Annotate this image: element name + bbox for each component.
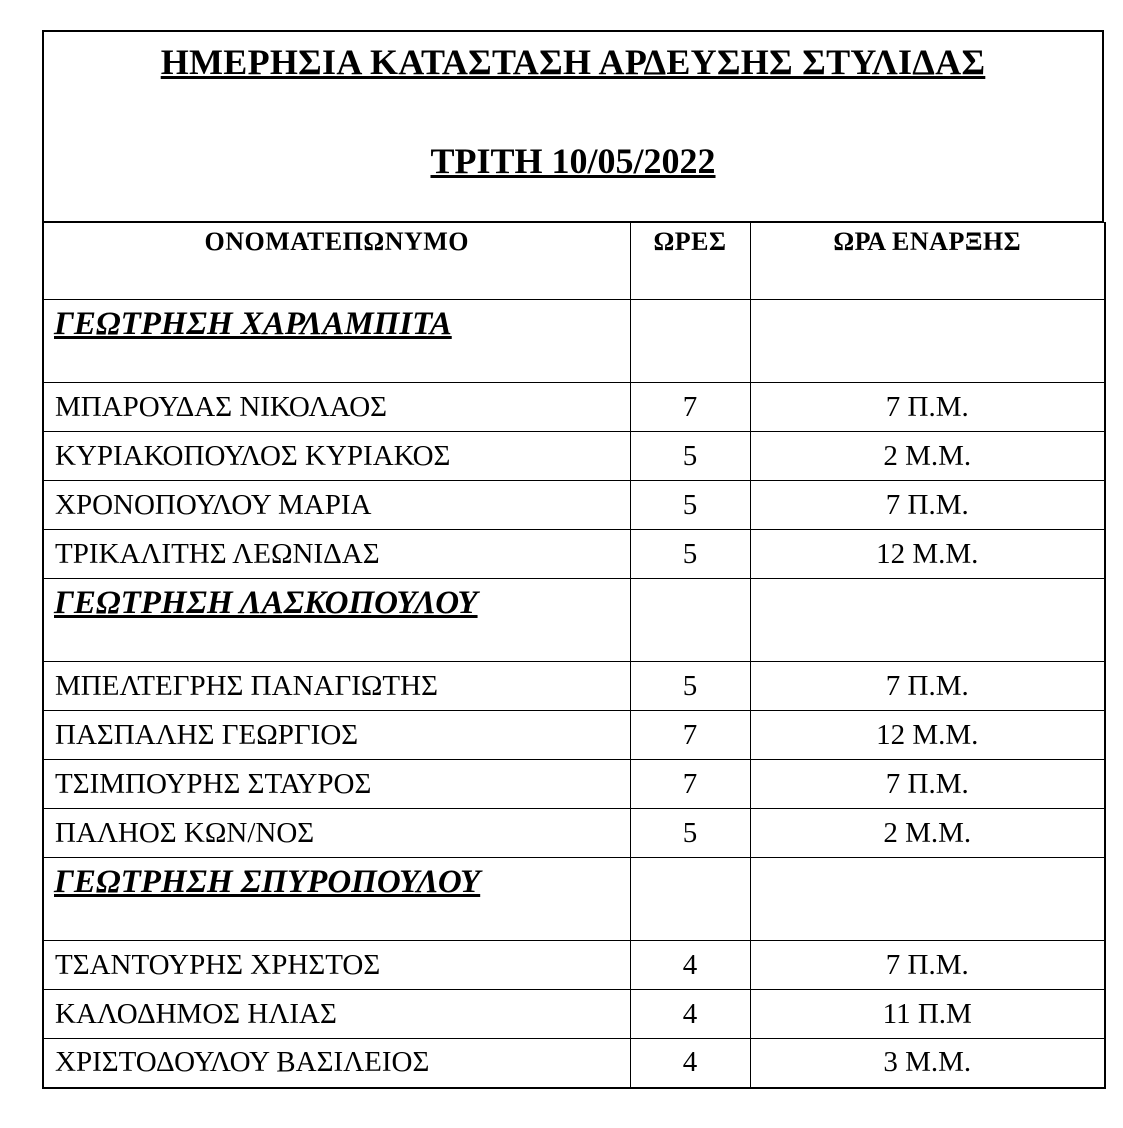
person-name-cell: ΠΑΛΗΟΣ ΚΩΝ/ΝΟΣ <box>43 809 630 858</box>
section-hours-empty-cell <box>630 579 750 662</box>
document-title: ΗΜΕΡΗΣΙΑ ΚΑΤΑΣΤΑΣΗ ΑΡΔΕΥΣΗΣ ΣΤΥΛΙΔΑΣ <box>160 42 986 82</box>
person-name-cell: ΜΠΕΛΤΕΓΡΗΣ ΠΑΝΑΓΙΩΤΗΣ <box>43 662 630 711</box>
table-row <box>43 432 1105 481</box>
section-title: ΓΕΩΤΡΗΣΗ ΛΑΣΚΟΠΟΥΛΟΥ <box>43 579 630 662</box>
start-time-cell: 2 Μ.Μ. <box>750 432 1105 481</box>
section-hours-empty-cell <box>630 858 750 941</box>
person-name-cell: ΤΣΑΝΤΟΥΡΗΣ ΧΡΗΣΤΟΣ <box>43 941 630 990</box>
table-row <box>43 1039 1105 1088</box>
start-time-cell: 12 Μ.Μ. <box>750 530 1105 579</box>
person-name-cell: ΚΑΛΟΔΗΜΟΣ ΗΛΙΑΣ <box>43 990 630 1039</box>
hours-cell: 5 <box>630 481 750 530</box>
column-header-start-time: ΩΡΑ ΕΝΑΡΞΗΣ <box>750 223 1105 300</box>
hours-cell: 5 <box>630 432 750 481</box>
table-row <box>43 711 1105 760</box>
section-start-empty-cell <box>750 579 1105 662</box>
hours-cell: 4 <box>630 1039 750 1088</box>
start-time-cell: 2 Μ.Μ. <box>750 809 1105 858</box>
section-start-empty-cell <box>750 858 1105 941</box>
table-row <box>43 990 1105 1039</box>
hours-cell: 4 <box>630 990 750 1039</box>
start-time-cell: 7 Π.Μ. <box>750 941 1105 990</box>
column-header-hours: ΩΡΕΣ <box>630 223 750 300</box>
section-title: ΓΕΩΤΡΗΣΗ ΣΠΥΡΟΠΟΥΛΟΥ <box>43 858 630 941</box>
person-name-cell: ΠΑΣΠΑΛΗΣ ΓΕΩΡΓΙΟΣ <box>43 711 630 760</box>
table-row <box>43 383 1105 432</box>
person-name-cell: ΤΡΙΚΑΛΙΤΗΣ ΛΕΩΝΙΔΑΣ <box>43 530 630 579</box>
column-header-name: ΟΝΟΜΑΤΕΠΩΝΥΜΟ <box>43 223 630 300</box>
start-time-cell: 7 Π.Μ. <box>750 383 1105 432</box>
irrigation-schedule-document <box>42 30 1104 1089</box>
table-header-row <box>43 223 1105 300</box>
person-name-cell: ΧΡΟΝΟΠΟΥΛΟΥ ΜΑΡΙΑ <box>43 481 630 530</box>
hours-cell: 5 <box>630 809 750 858</box>
person-name-cell: ΤΣΙΜΠΟΥΡΗΣ ΣΤΑΥΡΟΣ <box>43 760 630 809</box>
start-time-cell: 3 Μ.Μ. <box>750 1039 1105 1088</box>
section-row <box>43 300 1105 383</box>
document-header <box>42 30 1104 222</box>
section-hours-empty-cell <box>630 300 750 383</box>
start-time-cell: 11 Π.Μ <box>750 990 1105 1039</box>
person-name-cell: ΧΡΙΣΤΟΔΟΥΛΟΥ ΒΑΣΙΛΕΙΟΣ <box>43 1039 630 1088</box>
start-time-cell: 7 Π.Μ. <box>750 481 1105 530</box>
hours-cell: 7 <box>630 711 750 760</box>
hours-cell: 5 <box>630 530 750 579</box>
person-name-cell: ΜΠΑΡΟΥΔΑΣ ΝΙΚΟΛΑΟΣ <box>43 383 630 432</box>
hours-cell: 7 <box>630 383 750 432</box>
document-date: ΤΡΙΤΗ 10/05/2022 <box>430 141 716 181</box>
section-row <box>43 579 1105 662</box>
section-title: ΓΕΩΤΡΗΣΗ ΧΑΡΛΑΜΠΙΤΑ <box>43 300 630 383</box>
schedule-table-body <box>43 300 1105 1088</box>
person-name-cell: ΚΥΡΙΑΚΟΠΟΥΛΟΣ ΚΥΡΙΑΚΟΣ <box>43 432 630 481</box>
section-start-empty-cell <box>750 300 1105 383</box>
table-row <box>43 809 1105 858</box>
table-row <box>43 530 1105 579</box>
table-row <box>43 662 1105 711</box>
hours-cell: 7 <box>630 760 750 809</box>
table-row <box>43 760 1105 809</box>
table-row <box>43 941 1105 990</box>
schedule-table <box>42 222 1106 1089</box>
hours-cell: 4 <box>630 941 750 990</box>
start-time-cell: 12 Μ.Μ. <box>750 711 1105 760</box>
section-row <box>43 858 1105 941</box>
start-time-cell: 7 Π.Μ. <box>750 662 1105 711</box>
table-row <box>43 481 1105 530</box>
hours-cell: 5 <box>630 662 750 711</box>
start-time-cell: 7 Π.Μ. <box>750 760 1105 809</box>
